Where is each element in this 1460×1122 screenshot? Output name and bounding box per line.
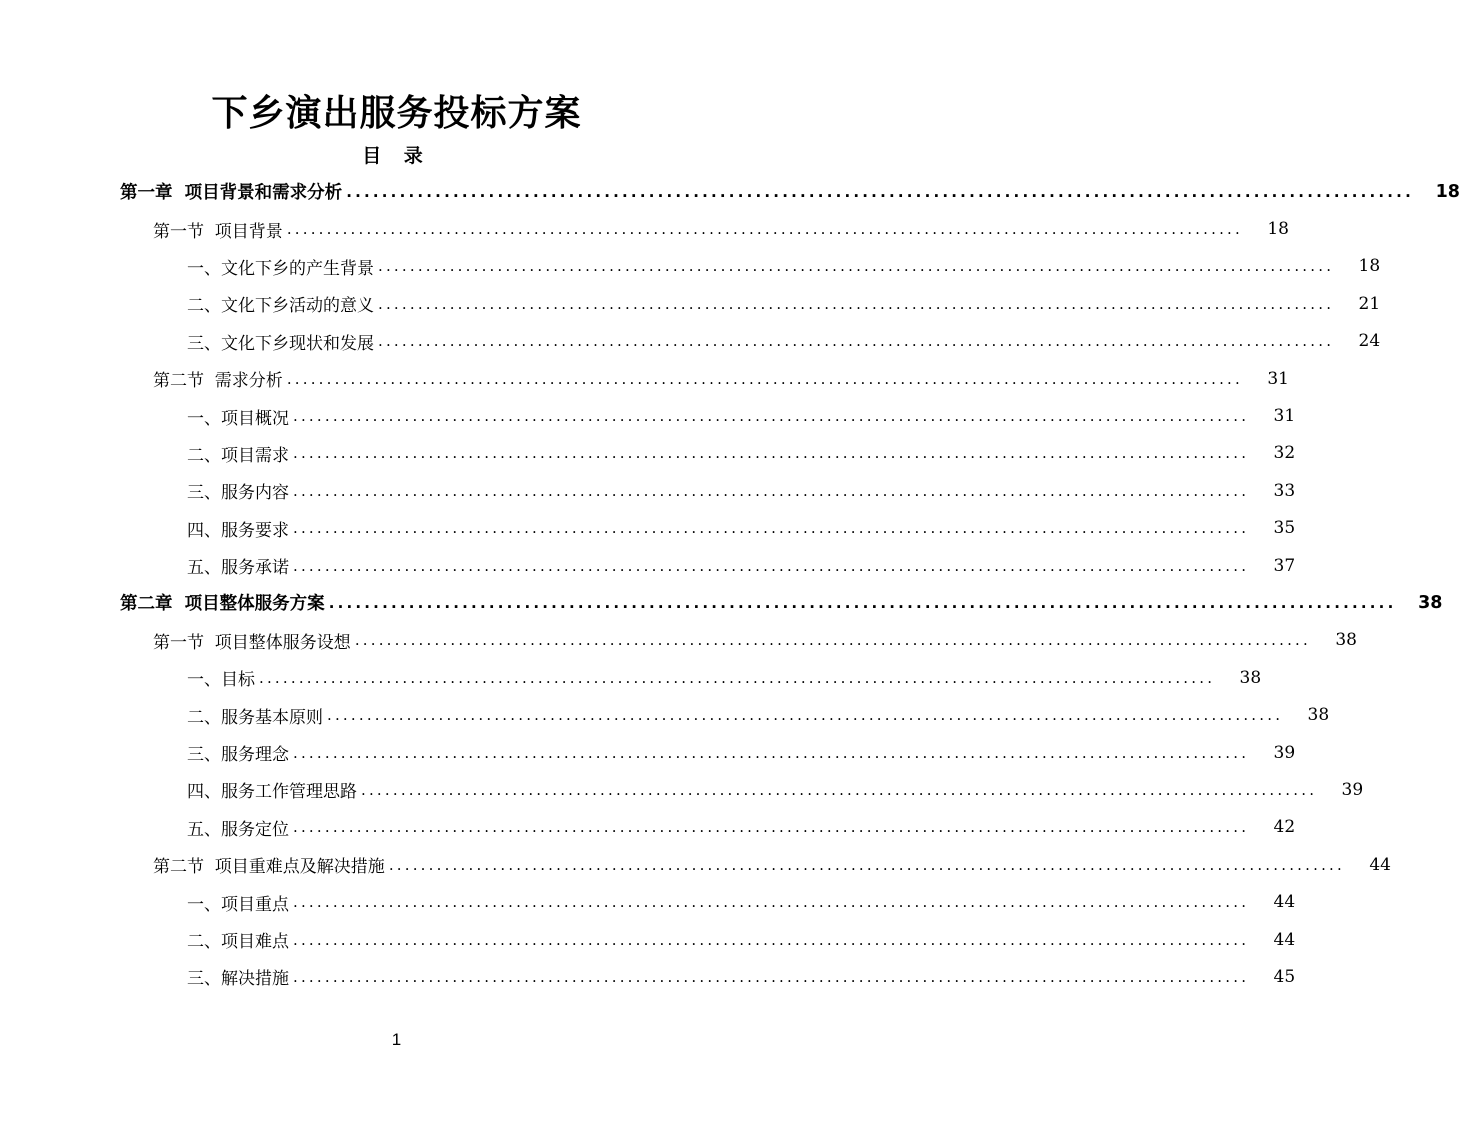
- toc-entry-page-number: 31: [1267, 368, 1289, 389]
- toc-dot-leader: ........................................................................................................................: [346, 182, 1414, 201]
- toc-entry-label: 第一节 项目整体服务设想: [153, 632, 351, 653]
- toc-subsection-entry[interactable]: [0, 510, 1296, 547]
- toc-heading: 目 录: [362, 145, 431, 167]
- toc-dot-leader: ........................................................................................................................: [293, 967, 1250, 986]
- toc-entry-page-number: 24: [1358, 331, 1381, 352]
- toc-entry-label: 第二节 需求分析: [153, 371, 283, 392]
- toc-entry-label: 一、目标: [187, 670, 255, 691]
- toc-subsection-entry[interactable]: [0, 397, 1296, 434]
- toc-subsection-entry[interactable]: [0, 323, 1381, 360]
- toc-entry-page-number: 35: [1273, 518, 1296, 539]
- toc-dot-leader: ........................................................................................................................: [293, 930, 1250, 949]
- toc-dot-leader: ........................................................................................................................: [293, 481, 1250, 500]
- table-of-contents: [0, 173, 1460, 996]
- toc-entry-label: 三、文化下乡现状和发展: [187, 333, 374, 354]
- toc-entry-page-number: 44: [1273, 929, 1296, 950]
- toc-entry-label: 三、服务内容: [187, 483, 289, 504]
- toc-entry-page-number: 38: [1307, 705, 1330, 726]
- toc-dot-leader: ........................................................................................................................: [328, 593, 1397, 612]
- toc-entry-label: 第一章 项目背景和需求分析: [120, 183, 343, 204]
- toc-entry-page-number: 38: [1335, 630, 1357, 651]
- toc-entry-page-number: 37: [1273, 555, 1296, 576]
- toc-dot-leader: ........................................................................................................................: [327, 706, 1284, 725]
- toc-entry-label: 三、服务理念: [187, 745, 289, 766]
- toc-entry-page-number: 39: [1341, 779, 1364, 800]
- toc-entry-label: 一、项目概况: [187, 408, 289, 429]
- toc-dot-leader: ........................................................................................................................: [378, 332, 1335, 351]
- toc-dot-leader: ........................................................................................................................: [259, 668, 1216, 687]
- toc-subsection-entry[interactable]: [0, 659, 1262, 696]
- toc-entry-page-number: 33: [1273, 480, 1296, 501]
- toc-section-entry[interactable]: [0, 622, 1357, 659]
- toc-subsection-entry[interactable]: [0, 435, 1296, 472]
- toc-dot-leader: ........................................................................................................................: [293, 556, 1250, 575]
- toc-subsection-entry[interactable]: [0, 285, 1381, 322]
- toc-entry-label: 五、服务承诺: [187, 558, 289, 579]
- toc-dot-leader: ........................................................................................................................: [293, 519, 1250, 538]
- toc-entry-page-number: 31: [1273, 406, 1296, 427]
- toc-entry-label: 五、服务定位: [187, 819, 289, 840]
- toc-dot-leader: ........................................................................................................................: [293, 444, 1250, 463]
- document-title: 下乡演出服务投标方案: [211, 93, 582, 134]
- toc-subsection-entry[interactable]: [0, 696, 1330, 733]
- toc-subsection-entry[interactable]: [0, 248, 1381, 285]
- toc-dot-leader: ........................................................................................................................: [354, 631, 1311, 650]
- toc-dot-leader: ........................................................................................................................: [293, 407, 1250, 426]
- toc-entry-label: 二、服务基本原则: [187, 707, 323, 728]
- toc-entry-label: 四、服务要求: [187, 520, 289, 541]
- toc-subsection-entry[interactable]: [0, 958, 1296, 995]
- toc-entry-page-number: 18: [1267, 219, 1289, 240]
- toc-chapter-entry[interactable]: [0, 584, 1443, 621]
- toc-entry-label: 第一节 项目背景: [153, 221, 283, 242]
- toc-entry-page-number: 21: [1358, 293, 1381, 314]
- toc-entry-page-number: 44: [1369, 854, 1391, 875]
- toc-subsection-entry[interactable]: [0, 883, 1296, 920]
- toc-entry-page-number: 38: [1239, 667, 1262, 688]
- toc-entry-page-number: 42: [1273, 817, 1296, 838]
- toc-dot-leader: ........................................................................................................................: [361, 780, 1318, 799]
- toc-section-entry[interactable]: [0, 210, 1289, 247]
- toc-dot-leader: ........................................................................................................................: [378, 257, 1335, 276]
- toc-dot-leader: ........................................................................................................................: [286, 220, 1243, 239]
- toc-subsection-entry[interactable]: [0, 734, 1296, 771]
- toc-dot-leader: ........................................................................................................................: [378, 294, 1335, 313]
- toc-dot-leader: ........................................................................................................................: [293, 893, 1250, 912]
- toc-entry-page-number: 45: [1273, 966, 1296, 987]
- toc-entry-label: 四、服务工作管理思路: [187, 782, 357, 803]
- page-number: 1: [391, 1030, 402, 1049]
- toc-entry-page-number: 32: [1273, 443, 1296, 464]
- toc-dot-leader: ........................................................................................................................: [388, 855, 1345, 874]
- toc-entry-label: 二、文化下乡活动的意义: [187, 296, 374, 317]
- toc-section-entry[interactable]: [0, 360, 1289, 397]
- toc-entry-label: 第二节 项目重难点及解决措施: [153, 857, 385, 878]
- toc-subsection-entry[interactable]: [0, 771, 1364, 808]
- toc-entry-page-number: 18: [1358, 256, 1381, 277]
- toc-entry-label: 二、项目需求: [187, 445, 289, 466]
- toc-entry-page-number: 38: [1418, 592, 1443, 613]
- toc-dot-leader: ........................................................................................................................: [293, 818, 1250, 837]
- toc-entry-label: 一、文化下乡的产生背景: [187, 258, 374, 279]
- toc-subsection-entry[interactable]: [0, 809, 1296, 846]
- toc-entry-label: 一、项目重点: [187, 894, 289, 915]
- toc-entry-page-number: 39: [1273, 742, 1296, 763]
- toc-entry-label: 三、解决措施: [187, 969, 289, 990]
- toc-entry-page-number: 44: [1273, 892, 1296, 913]
- toc-subsection-entry[interactable]: [0, 547, 1296, 584]
- toc-section-entry[interactable]: [0, 846, 1391, 883]
- toc-chapter-entry[interactable]: [0, 173, 1460, 210]
- toc-subsection-entry[interactable]: [0, 472, 1296, 509]
- toc-entry-label: 二、项目难点: [187, 932, 289, 952]
- toc-entry-page-number: 18: [1435, 181, 1460, 202]
- toc-entry-label: 第二章 项目整体服务方案: [120, 594, 325, 615]
- toc-dot-leader: ........................................................................................................................: [293, 743, 1250, 762]
- toc-subsection-entry[interactable]: [0, 921, 1296, 958]
- toc-dot-leader: ........................................................................................................................: [286, 369, 1243, 388]
